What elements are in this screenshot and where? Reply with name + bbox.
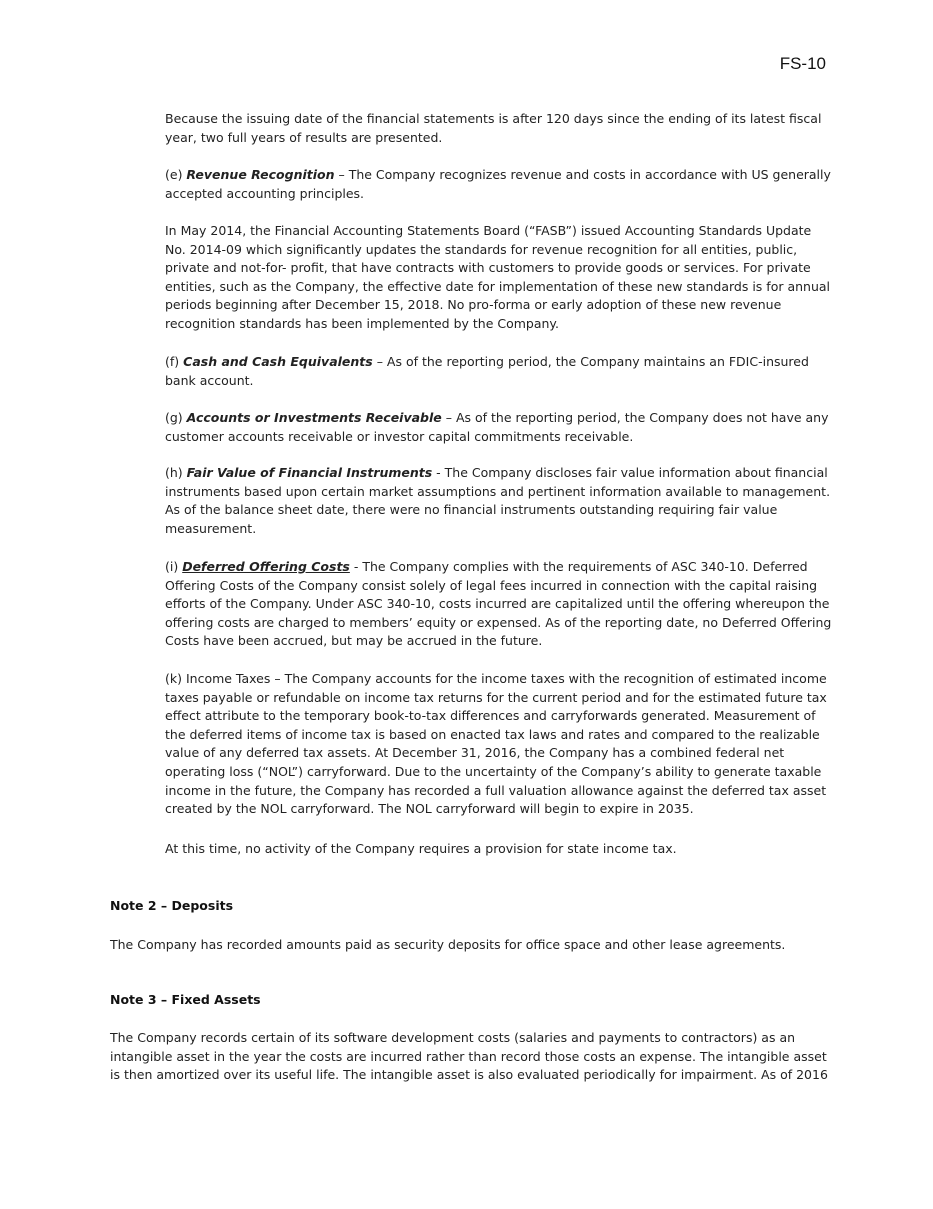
- term-revenue-recognition: Revenue Recognition: [186, 167, 335, 182]
- paragraph-cash-equivalents: [165, 353, 835, 390]
- item-text: – As of the reporting period, the Company does not have any customer accounts receivable or investor capital commitments receivable.: [165, 410, 829, 444]
- note-3-heading: Note 3 – Fixed Assets: [110, 992, 261, 1007]
- term-deferred-offering-costs: Deferred Offering Costs: [182, 559, 350, 574]
- paragraph-receivables: [165, 409, 835, 446]
- paragraph-deferred-offering-costs: [165, 558, 835, 651]
- item-prefix: (h): [165, 465, 187, 480]
- item-prefix: (i): [165, 559, 183, 574]
- note-2-heading: Note 2 – Deposits: [110, 898, 234, 913]
- item-prefix: (f): [165, 354, 184, 369]
- item-text: - The Company discloses fair value information about financial instruments based upon certain market assumptions and pertinent information available to management. As of the balance sheet date, there were no financial instruments outstanding requiring fair value measurement.: [165, 465, 831, 536]
- paragraph-fair-value: [165, 464, 835, 538]
- item-prefix: (g): [165, 410, 187, 425]
- item-text: – The Company recognizes revenue and costs in accordance with US generally accepted accounting principles.: [165, 167, 831, 201]
- paragraph-intro: Because the issuing date of the financial statements is after 120 days since the ending of its latest fiscal year, two full years of results are presented.: [165, 111, 822, 145]
- item-text: – As of the reporting period, the Company maintains an FDIC-insured bank account.: [165, 354, 809, 388]
- note-3-text: The Company records certain of its software development costs (salaries and payments to contractors) as an intangible asset in the year the costs are incurred rather than record those costs an expense. The intangible asset is then amortized over its useful life. The intangible asset is also evaluated periodically for impairment. As of 2016: [110, 1030, 828, 1083]
- term-fair-value: Fair Value of Financial Instruments: [186, 465, 433, 480]
- paragraph-income-taxes: (k) Income Taxes – The Company accounts for the income taxes with the recognition of estimated income taxes payable or refundable on income tax returns for the current period and for the estimated future tax effect attribute to the temporary book-to-tax differences and carryforwards generated. Measurement of the deferred items of income tax is based on enacted tax laws and rates and compared to the realizable value of any deferred tax assets. At December 31, 2016, the Company has a combined federal net operating loss (“NOL”) carryforward. Due to the uncertainty of the Company’s ability to generate taxable income in the future, the Company has recorded a full valuation allowance against the deferred tax asset created by the NOL carryforward. The NOL carryforward will begin to expire in 2035.: [165, 671, 827, 817]
- page-number: FS-10: [779, 54, 826, 73]
- term-receivables: Accounts or Investments Receivable: [186, 410, 442, 425]
- item-prefix: (e): [165, 167, 187, 182]
- paragraph-revenue-recognition: [165, 166, 835, 203]
- term-cash-equivalents: Cash and Cash Equivalents: [183, 354, 373, 369]
- item-text: - The Company complies with the requirements of ASC 340-10. Deferred Offering Costs of the Company consist solely of legal fees incurred in connection with the capital raising efforts of the Company. Under ASC 340-10, costs incurred are capitalized until the offering whereupon the offering costs are charged to members’ equity or expensed. As of the reporting date, no Deferred Offering Costs have been accrued, but may be accrued in the future.: [165, 559, 832, 649]
- note-2-text: The Company has recorded amounts paid as security deposits for office space and other lease agreements.: [110, 937, 786, 952]
- paragraph-fasb-update: In May 2014, the Financial Accounting Statements Board (“FASB”) issued Accounting Standards Update No. 2014-09 which significantly updates the standards for revenue recognition for all entities, public, private and not-for- profit, that have contracts with customers to provide goods or services. For private entities, such as the Company, the effective date for implementation of these new standards is for annual periods beginning after December 15, 2018. No pro-forma or early adoption of these new revenue recognition standards has been implemented by the Company.: [165, 223, 831, 331]
- paragraph-state-tax: At this time, no activity of the Company requires a provision for state income tax.: [165, 841, 677, 856]
